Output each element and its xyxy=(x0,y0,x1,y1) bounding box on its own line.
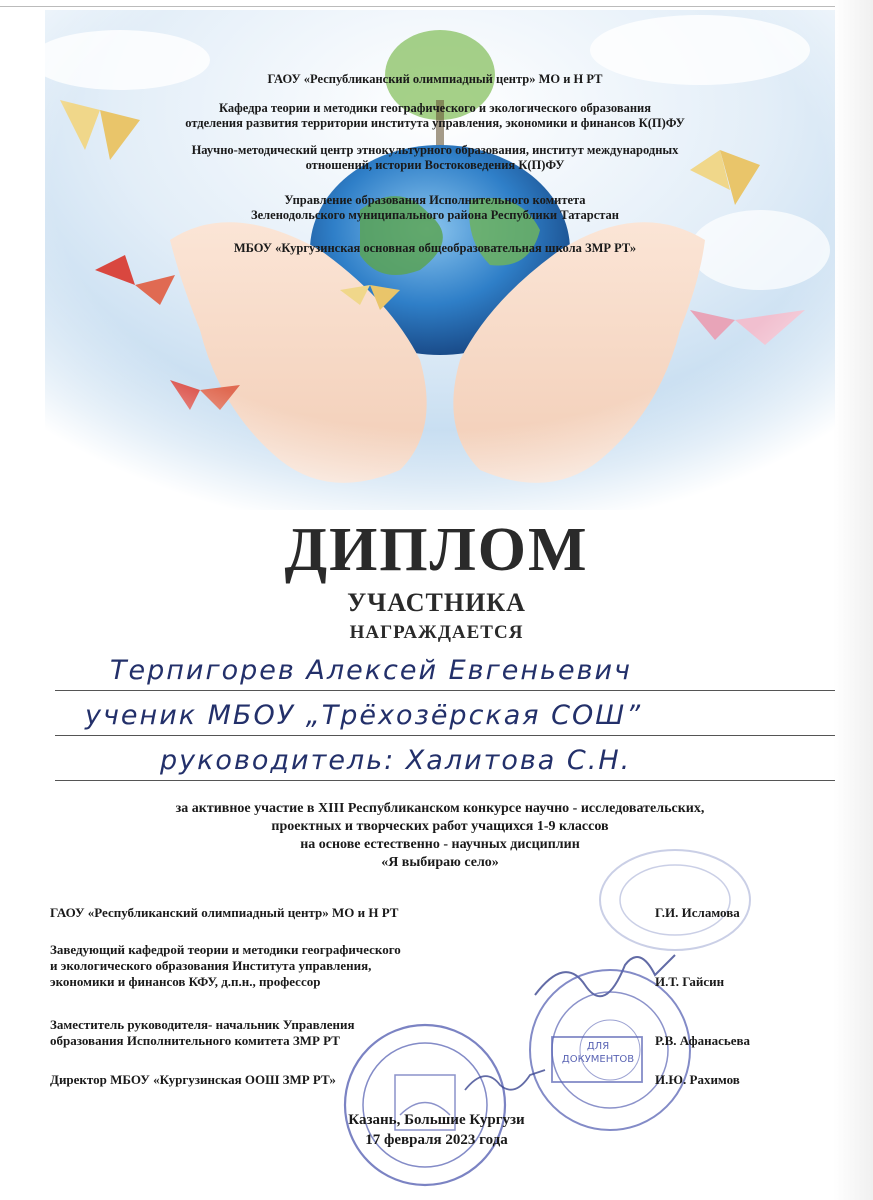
signatory-name: Г.И. Исламова xyxy=(655,905,740,920)
organization-line: ГАОУ «Республиканский олимпиадный центр» МО и Н РТ xyxy=(267,72,603,86)
organization-line: МБОУ «Кургузинская основная общеобразовательная школа ЗМР РТ» xyxy=(233,241,637,255)
signatory-name: Р.В. Афанасьева xyxy=(655,1033,751,1048)
place: Казань, Большие Кургузи xyxy=(348,1112,525,1128)
reason-line: «Я выбираю село» xyxy=(381,855,499,870)
organization-4 xyxy=(40,193,830,223)
organizations-header xyxy=(40,72,830,268)
recipient-name: Терпигорев Алексей Евгеньевич xyxy=(110,655,632,686)
diploma-subtitle: УЧАСТНИКА xyxy=(347,588,526,617)
awarded-label: НАГРАЖДАЕТСЯ xyxy=(349,622,524,643)
fill-line xyxy=(55,780,835,781)
reason-line: за активное участие в XIII Республиканском конкурсе научно - исследовательских, xyxy=(175,801,705,816)
organization-line: Научно-методический центр этнокультурного образования, институт международных xyxy=(191,143,679,157)
diploma-footer xyxy=(0,1110,873,1150)
organization-5 xyxy=(40,241,830,256)
signature-row xyxy=(50,1072,830,1088)
organization-1 xyxy=(40,72,830,87)
supervisor-name: руководитель: Халитова С.Н. xyxy=(160,745,632,776)
signatory-name: И.Т. Гайсин xyxy=(655,974,725,989)
scan-shadow xyxy=(833,0,873,1200)
organization-3 xyxy=(40,143,830,173)
signatory-role-line: Директор МБОУ «Кургузинская ООШ ЗМР РТ» xyxy=(50,1072,336,1087)
fill-line xyxy=(55,690,835,691)
signature-row xyxy=(50,905,830,921)
organization-line: отношений, истории Востоковедения К(П)ФУ xyxy=(305,158,565,172)
organization-line: Управление образования Исполнительного комитета xyxy=(284,193,586,207)
signatory-role-line: Заместитель руководителя- начальник Управления xyxy=(50,1017,355,1032)
organization-line: отделения развития территории института управления, экономики и финансов К(П)ФУ xyxy=(185,116,685,130)
signatory-role-line: Заведующий кафедрой теории и методики географического xyxy=(50,942,401,957)
signatory-role-line: ГАОУ «Республиканский олимпиадный центр» МО и Н РТ xyxy=(50,905,399,920)
fill-line xyxy=(55,735,835,736)
signatory-role-line: и экологического образования Института управления, xyxy=(50,958,372,973)
organization-line: Зеленодольского муниципального района Республики Татарстан xyxy=(250,208,620,222)
signatory-name: И.Ю. Рахимов xyxy=(655,1072,740,1087)
reason-line: на основе естественно - научных дисциплин xyxy=(300,837,580,852)
recipient-school: ученик МБОУ „Трёхозёрская СОШ” xyxy=(85,700,643,731)
organization-2 xyxy=(40,101,830,131)
organization-line: Кафедра теории и методики географического и экологического образования xyxy=(218,101,651,115)
signature-row xyxy=(50,942,830,990)
signatory-role-line: экономики и финансов КФУ, д.п.н., профессор xyxy=(50,974,321,989)
date: 17 февраля 2023 года xyxy=(365,1132,508,1148)
signatory-role-line: образования Исполнительного комитета ЗМР РТ xyxy=(50,1033,340,1048)
reason-line: проектных и творческих работ учащихся 1-9 классов xyxy=(271,819,609,834)
diploma-title: ДИПЛОМ xyxy=(284,516,589,584)
signature-row xyxy=(50,1017,830,1049)
rect-stamp-text: ДЛЯ ДОКУМЕНТОВ xyxy=(561,1041,635,1065)
